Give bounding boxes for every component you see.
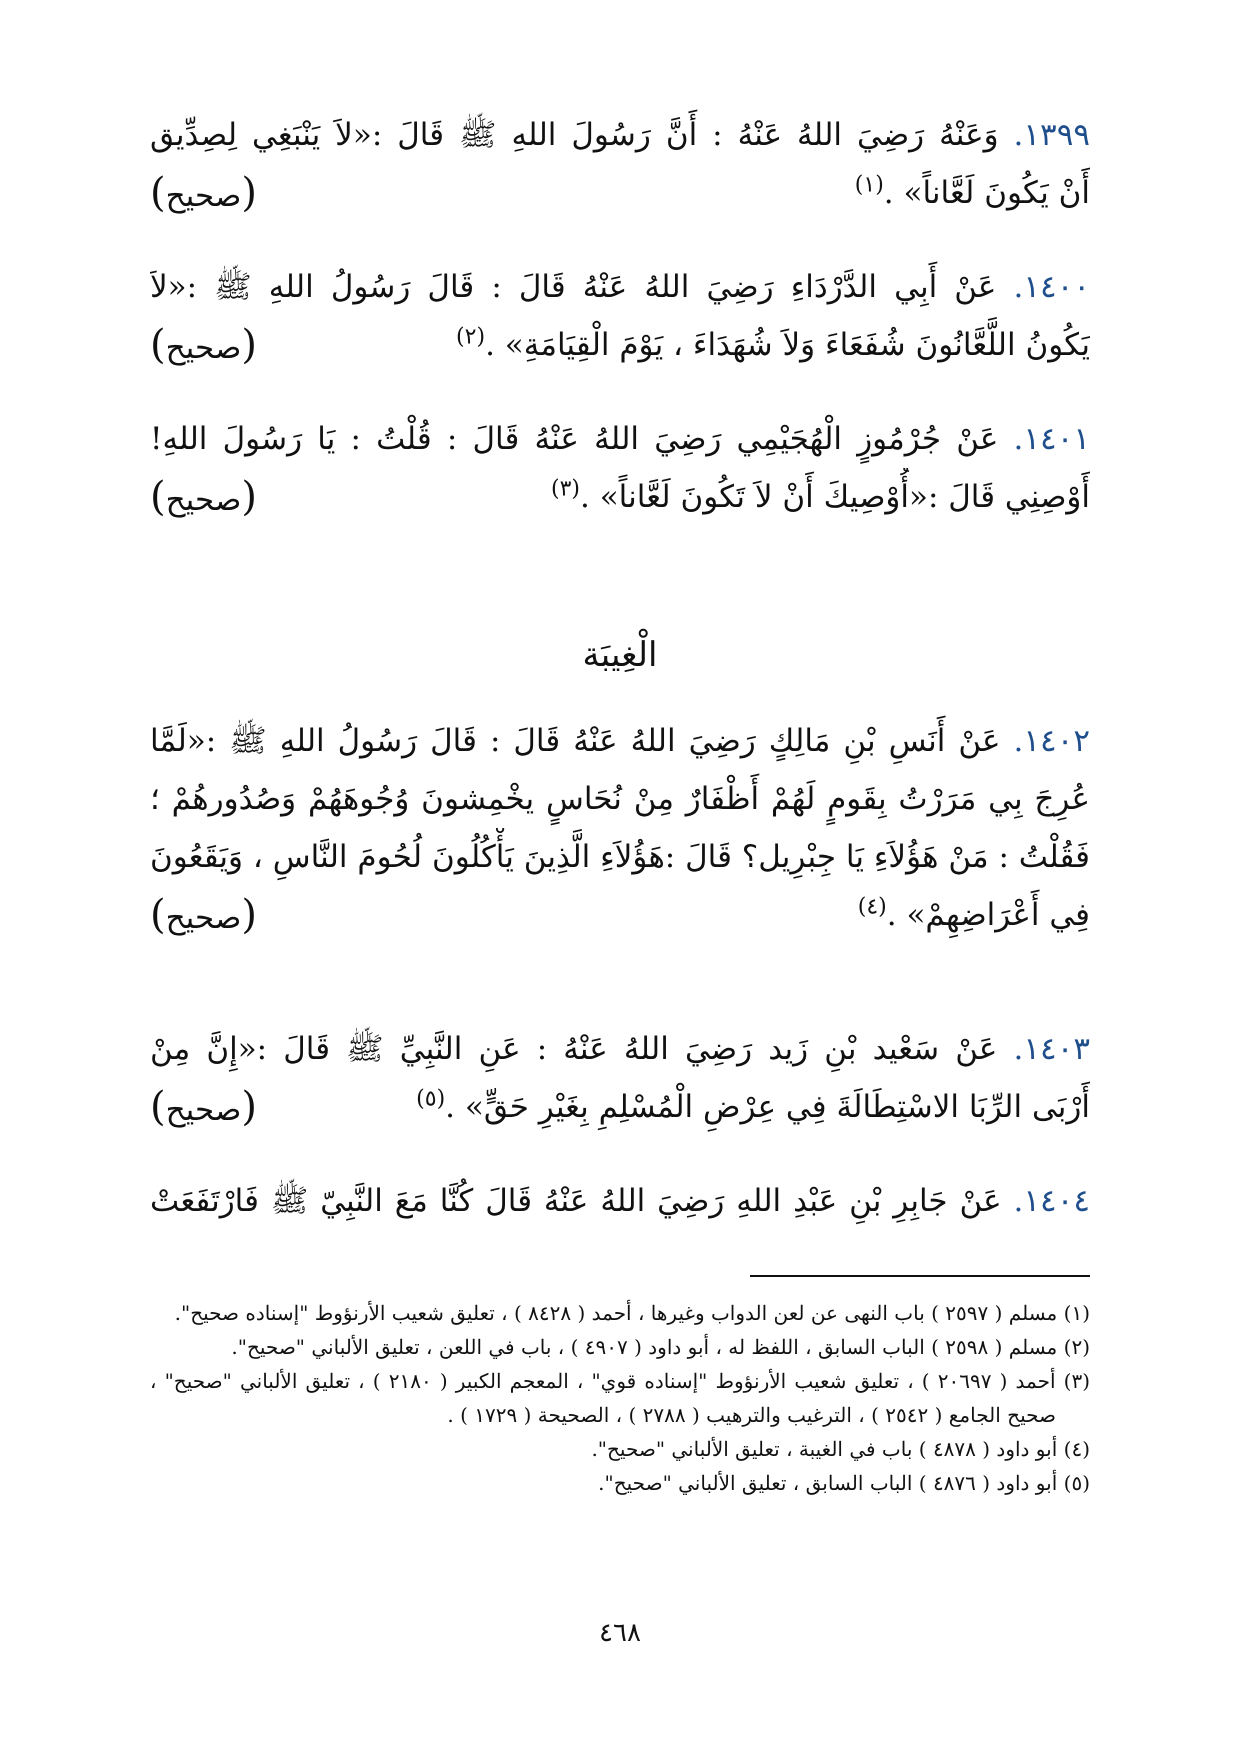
hadith-text: عَنْ جُرْمُوزٍ الْهُجَيْمِي رَضِيَ اللهُ عَنْهُ قَالَ : قُلْتُ : يَا رَسُولَ اللهِ! bbox=[150, 421, 999, 457]
footnote-marker: (٢) bbox=[456, 324, 486, 350]
hadith-text: عَنْ أَبِي الدَّرْدَاءِ رَضِيَ اللهُ عَنْهُ قَالَ : قَالَ رَسُولُ اللهِ ﷺ :«لاَ bbox=[150, 269, 997, 305]
hadith-text: يَكُونُ اللَّعَّانُونَ شُفَعَاءَ وَلاَ شُهَدَاءَ ، يَوْمَ الْقِيَامَةِ» . bbox=[485, 327, 1090, 363]
hadith-text: عَنْ جَابِرِ بْنِ عَبْدِ اللهِ رَضِيَ اللهُ عَنْهُ قَالَ كُنَّا مَعَ النَّبِيّ ﷺ فَارْتَفَعَتْ bbox=[150, 1183, 1002, 1219]
page-number: ٤٦٨ bbox=[599, 1618, 641, 1648]
footnotes bbox=[150, 1296, 1090, 1500]
grade-text: صحيح bbox=[165, 330, 242, 366]
hadith-text: أَرْبَى الرِّبَا الاسْتِطَالَةَ فِي عِرْضِ الْمُسْلِمِ بِغَيْرِ حَقٍّ» . bbox=[445, 1089, 1090, 1125]
hadith-number: ١٤٠١. bbox=[1013, 421, 1090, 457]
grade-text: صحيح bbox=[165, 900, 242, 936]
hadith-last-line bbox=[150, 316, 1090, 374]
footnote-marker: (٥) bbox=[416, 1086, 446, 1112]
grade-text: صحيح bbox=[165, 178, 242, 214]
footnote-marker: (١) bbox=[854, 172, 884, 198]
footnote-marker: (٤) bbox=[857, 894, 887, 920]
footnote: (٤) أبو داود ( ٤٨٧٨ ) باب في الغيبة ، تعليق الألباني "صحيح". bbox=[591, 1437, 1090, 1461]
hadith-line bbox=[150, 410, 1090, 468]
hadith-last-line bbox=[150, 886, 1090, 944]
footnote-marker: (٣) bbox=[550, 476, 580, 502]
hadith-last-line bbox=[150, 1078, 1090, 1136]
hadith-number: ١٤٠٢. bbox=[1013, 723, 1090, 759]
hadith-number: ١٤٠٤. bbox=[1013, 1183, 1090, 1219]
hadith-line bbox=[150, 770, 1090, 828]
footnote: (٥) أبو داود ( ٤٨٧٦ ) الباب السابق ، تعليق الألباني "صحيح". bbox=[598, 1471, 1090, 1495]
hadith-text: عَنْ سَعْيد بْنِ زَيد رَضِيَ اللهُ عَنْهُ : عَنِ النَّبِيِّ ﷺ قَالَ :«إِنَّ مِنْ bbox=[150, 1031, 998, 1067]
hadith-1404 bbox=[150, 1172, 1090, 1230]
footnote-continuation: صحيح الجامع ( ٢٥٤٢ ) ، الترغيب والترهيب ( ٢٧٨٨ ) ، الصحيحة ( ١٧٢٩ ) . bbox=[447, 1403, 1056, 1427]
footnote: (٢) مسلم ( ٢٥٩٨ ) الباب السابق ، اللفظ له ، أبو داود ( ٤٩٠٧ ) ، باب في اللعن ، تعليق الألباني "صحيح". bbox=[231, 1335, 1090, 1359]
hadith-last-line bbox=[150, 164, 1090, 222]
grade-label: (صحيح) bbox=[150, 322, 257, 368]
footnote: (٣) أحمد ( ٢٠٦٩٧ ) ، تعليق شعيب الأرنؤوط "إسناده قوي" ، المعجم الكبير ( ٢١٨٠ ) ، تعليق الألباني "صحيح" ، bbox=[150, 1369, 1090, 1393]
hadith-1402 bbox=[150, 712, 1090, 944]
hadith-line bbox=[150, 1172, 1090, 1230]
hadith-line bbox=[150, 712, 1090, 770]
hadith-text: فِي أَعْرَاضِهِمْ» . bbox=[886, 897, 1090, 933]
hadith-line bbox=[150, 106, 1090, 164]
hadith-text: فَقُلْتُ : مَنْ هَؤُلاَءِ يَا جِبْرِيل؟ قَالَ :هَؤُلاَءِ الَّذِينَ يَأْكُلُونَ لُحُومَ النَّاسِ ، وَيَقَعُونَ bbox=[150, 839, 1090, 875]
hadith-text: وَعَنْهُ رَضِيَ اللهُ عَنْهُ : أَنَّ رَسُولَ اللهِ ﷺ قَالَ :«لاَ يَنْبَغِي لِصِدِّيق bbox=[150, 117, 999, 153]
hadith-1401 bbox=[150, 410, 1090, 526]
hadith-1400 bbox=[150, 258, 1090, 374]
hadith-1403 bbox=[150, 1020, 1090, 1136]
footnote-divider bbox=[750, 1275, 1090, 1277]
grade-text: صحيح bbox=[165, 482, 242, 518]
hadith-number: ١٤٠٣. bbox=[1013, 1031, 1090, 1067]
section-title: الْغِيبَة bbox=[582, 635, 658, 675]
hadith-text: أَنْ يَكُونَ لَعَّاناً» . bbox=[883, 175, 1090, 211]
grade-text: صحيح bbox=[165, 1092, 242, 1128]
hadith-number: ١٣٩٩. bbox=[1013, 117, 1090, 153]
hadith-last-line bbox=[150, 468, 1090, 526]
hadith-line bbox=[150, 1020, 1090, 1078]
footnote: (١) مسلم ( ٢٥٩٧ ) باب النهى عن لعن الدواب وغيرها ، أحمد ( ٨٤٢٨ ) ، تعليق شعيب الأرنؤوط "إسناده صحيح". bbox=[174, 1301, 1090, 1325]
grade-label: (صحيح) bbox=[150, 892, 257, 938]
hadith-1399 bbox=[150, 106, 1090, 222]
hadith-text: أَوْصِنِي قَالَ :«أُوْصِيكَ أَنْ لاَ تَكُونَ لَعَّاناً» . bbox=[580, 479, 1090, 515]
hadith-line bbox=[150, 828, 1090, 886]
grade-label: (صحيح) bbox=[150, 474, 257, 520]
hadith-text: عُرِجَ بِي مَرَرْتُ بِقَومٍ لَهُمْ أَظْفَارٌ مِنْ نُحَاسٍ يخْمِشونَ وُجُوهَهُمْ وَصُدُورهُمْ ؛ bbox=[150, 781, 1090, 817]
hadith-line bbox=[150, 258, 1090, 316]
grade-label: (صحيح) bbox=[150, 170, 257, 216]
grade-label: (صحيح) bbox=[150, 1084, 257, 1130]
hadith-number: ١٤٠٠. bbox=[1013, 269, 1090, 305]
hadith-text: عَنْ أَنَسِ بْنِ مَالِكٍ رَضِيَ اللهُ عَنْهُ قَالَ : قَالَ رَسُولُ اللهِ ﷺ :«لَمَّا bbox=[150, 723, 1001, 759]
